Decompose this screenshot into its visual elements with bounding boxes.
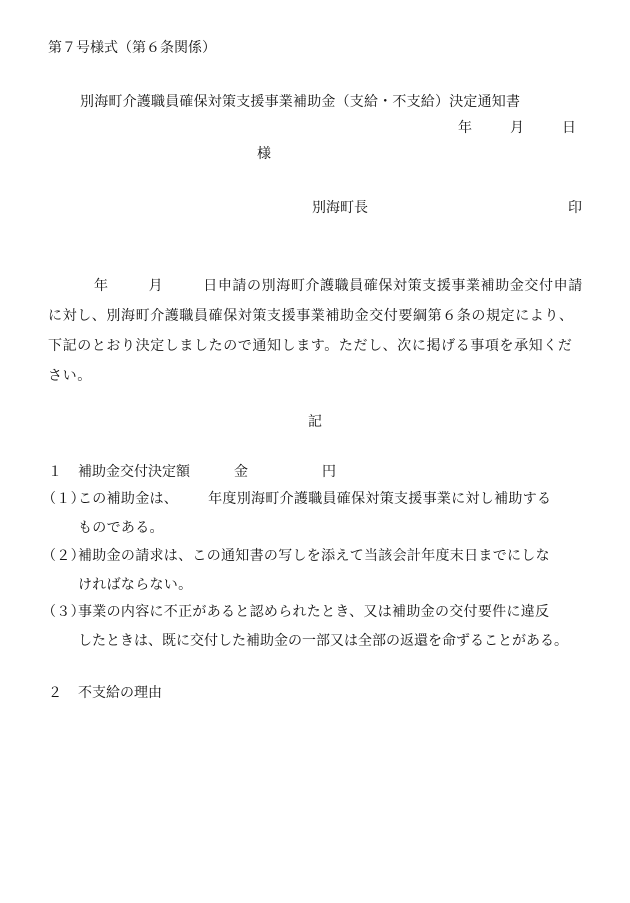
body-text-1: 日申請の別海町介護職員確保対策支援事業補助金交付申請 — [203, 278, 583, 294]
date-year: 年 — [458, 120, 472, 136]
section2-number: ２ — [48, 685, 62, 701]
form-number: 第７号様式（第６条関係） — [48, 40, 216, 56]
date-month: 月 — [510, 120, 524, 136]
body-year: 年 — [94, 278, 109, 294]
body-line-3: 下記のとおり決定しましたので通知します。ただし、次に掲げる事項を承知くだ — [48, 338, 573, 354]
date-day: 日 — [562, 120, 576, 136]
condition-3 — [42, 598, 588, 656]
section2-label: 不支給の理由 — [78, 685, 162, 701]
condition-1-line1a: この補助金は、 — [78, 491, 179, 507]
condition-1-number: （１） — [42, 491, 85, 507]
notice-body — [48, 271, 582, 391]
condition-2 — [42, 542, 588, 600]
body-month: 月 — [148, 278, 164, 294]
recipient-suffix: 様 — [257, 146, 271, 162]
section1-kin: 金 — [234, 464, 248, 480]
body-line-1 — [48, 271, 582, 301]
condition-3-line2: したときは、既に交付した補助金の一部又は全部の返還を命ずることがある。 — [78, 633, 568, 649]
section1-row — [48, 462, 336, 482]
condition-1-line1 — [48, 485, 588, 514]
section2-row — [48, 683, 162, 703]
condition-3-line1: 事業の内容に不正があると認められたとき、又は補助金の交付要件に違反 — [78, 604, 550, 620]
condition-3-number: （３） — [42, 604, 85, 620]
condition-1 — [42, 485, 588, 543]
condition-2-line1: 補助金の請求は、この通知書の写しを添えて当該会計年度末日までにしな — [78, 548, 550, 564]
seal-mark: 印 — [568, 200, 582, 216]
condition-1-line1b: 年度別海町介護職員確保対策支援事業に対し補助する — [208, 491, 552, 507]
body-line-2: に対し、別海町介護職員確保対策支援事業補助金交付要綱第６条の規定により、 — [48, 308, 574, 324]
body-line-4: さい。 — [48, 368, 92, 384]
condition-1-line2: ものである。 — [78, 520, 164, 536]
section1-number: １ — [48, 464, 62, 480]
issuer-name: 別海町長 — [312, 200, 368, 216]
date-line — [458, 118, 576, 138]
condition-2-number: （２） — [42, 548, 85, 564]
section1-yen: 円 — [322, 464, 336, 480]
section1-label: 補助金交付決定額 — [78, 464, 190, 480]
ki-heading: 記 — [308, 414, 322, 430]
document-title: 別海町介護職員確保対策支援事業補助金（支給・不支給）決定通知書 — [80, 94, 521, 110]
condition-2-line2: ければならない。 — [78, 577, 193, 593]
